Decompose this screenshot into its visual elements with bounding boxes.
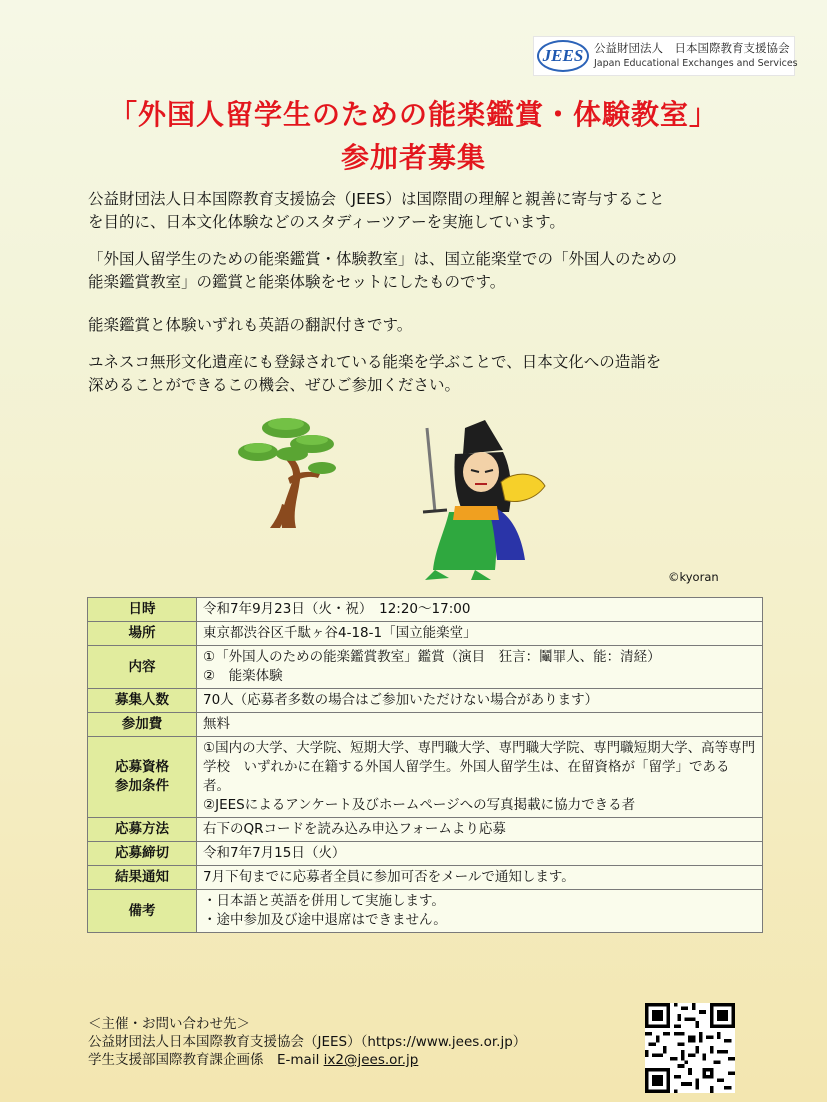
jees-logo-mark: JEES: [537, 40, 589, 72]
email-link[interactable]: ix2@jees.or.jp: [323, 1052, 419, 1068]
row-value: 7月下旬までに応募者全員に参加可否をメールで通知します。: [197, 866, 763, 890]
row-label: 応募方法: [88, 818, 197, 842]
row-value: ①国内の大学、大学院、短期大学、専門職大学、専門職大学院、専門職短期大学、高等専門学校 いずれかに在籍する外国人留学生。外国人留学生は、在留資格が「留学」である者。 ②JEESによるアンケート及びホームページへの写真掲載に協力できる者: [197, 737, 763, 818]
table-row: [88, 622, 763, 646]
row-label: 結果通知: [88, 866, 197, 890]
jees-logo: [533, 36, 798, 76]
intro-paragraph-3: 能楽鑑賞と体験いずれも英語の翻訳付きです。: [88, 316, 413, 334]
row-label: 日時: [88, 598, 197, 622]
row-value: 無料: [197, 713, 763, 737]
row-value: 令和7年9月23日（火・祝） 12:20～17:00: [197, 598, 763, 622]
title-line-1: 「外国人留学生のための能楽鑑賞・体験教室」: [108, 98, 718, 131]
intro-paragraph-1: 公益財団法人日本国際教育支援協会（JEES）は国際間の理解と親善に寄与すること を目的に、日本文化体験などのスタディーツアーを実施しています。: [88, 190, 665, 231]
row-label: 応募締切: [88, 842, 197, 866]
table-row: [88, 713, 763, 737]
table-row: [88, 842, 763, 866]
table-row: [88, 598, 763, 622]
row-label: 応募資格 参加条件: [88, 737, 197, 818]
pine-tree-illustration: [230, 400, 340, 530]
row-value: 東京都渋谷区千駄ヶ谷4-18-1「国立能楽堂」: [197, 622, 763, 646]
row-label: 備考: [88, 890, 197, 933]
illustration-credit: ©kyoran: [668, 570, 719, 584]
noh-performer-illustration: [405, 420, 555, 580]
logo-org-jp: 公益財団法人 日本国際教育支援協会: [594, 41, 790, 55]
row-label: 参加費: [88, 713, 197, 737]
row-value: 右下のQRコードを読み込み申込フォームより応募: [197, 818, 763, 842]
contact-dept-label: 学生支援部国際教育課企画係 E-mail: [88, 1052, 324, 1068]
row-value: 令和7年7月15日（火）: [197, 842, 763, 866]
contact-info: [88, 1015, 526, 1069]
intro-paragraph-4: ユネスコ無形文化遺産にも登録されている能楽を学ぶことで、日本文化への造詣を 深めることができるこの機会、ぜひご参加ください。: [88, 353, 662, 394]
intro-paragraph-2: 「外国人留学生のための能楽鑑賞・体験教室」は、国立能楽堂での「外国人のための 能楽鑑賞教室」の鑑賞と能楽体験をセットにしたものです。: [88, 250, 678, 291]
row-value: ①「外国人のための能楽鑑賞教室」鑑賞（演目 狂言：鬮罪人、能：清経） ② 能楽体験: [197, 646, 763, 689]
table-row: [88, 890, 763, 933]
event-info-table: [87, 597, 763, 933]
row-label: 募集人数: [88, 689, 197, 713]
table-row: [88, 646, 763, 689]
row-label: 場所: [88, 622, 197, 646]
table-row: [88, 689, 763, 713]
qr-code[interactable]: [645, 1003, 735, 1093]
table-row: [88, 737, 763, 818]
contact-dept: [88, 1051, 526, 1069]
table-row: [88, 818, 763, 842]
table-row: [88, 866, 763, 890]
row-value: 70人（応募者多数の場合はご参加いただけない場合があります）: [197, 689, 763, 713]
row-label: 内容: [88, 646, 197, 689]
row-value: ・日本語と英語を併用して実施します。 ・途中参加及び途中退席はできません。: [197, 890, 763, 933]
title-line-2: 参加者募集: [340, 141, 486, 174]
contact-org: 公益財団法人日本国際教育支援協会（JEES）（https://www.jees.or.jp）: [88, 1034, 527, 1050]
logo-org-en: Japan Educational Exchanges and Services: [594, 58, 798, 69]
contact-heading: ＜主催・お問い合わせ先＞: [88, 1016, 250, 1032]
